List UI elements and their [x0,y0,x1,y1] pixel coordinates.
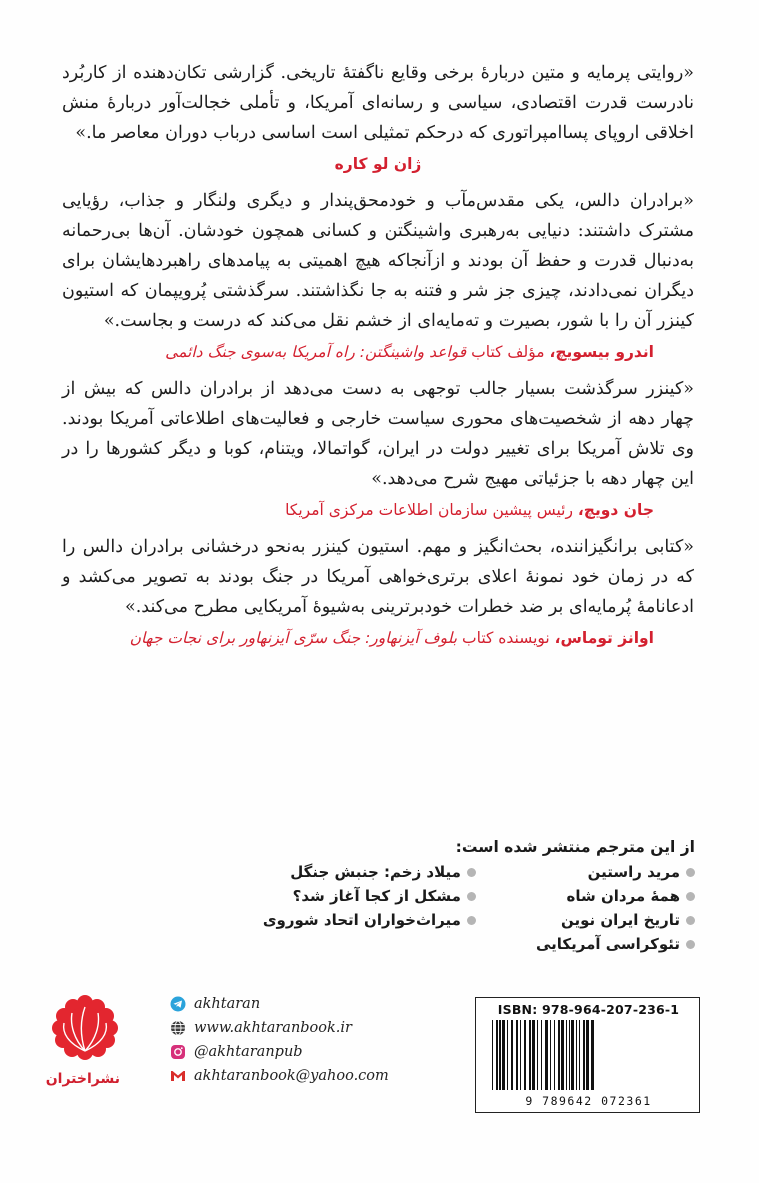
barcode-bar [571,1020,574,1090]
bullet-dot-icon [467,892,476,901]
blurb-role-3: رئیس پیشین سازمان اطلاعات مرکزی آمریکا [285,501,578,519]
contact-telegram [170,992,430,1016]
contact-text: akhtaran [194,996,261,1012]
barcode-bar [583,1020,585,1090]
telegram-icon [170,996,186,1012]
list-item [263,862,476,883]
barcode-bar [502,1020,505,1090]
barcode-bar [537,1020,538,1090]
bullet-dot-icon [686,916,695,925]
list-item [536,910,695,931]
blurb-quote-4: «کتابی برانگیزاننده، بحث‌انگیز و مهم. استیون کینزر به‌نحو درخشانی برادران دالس را که در زمان خود نمونهٔ اعلای برتری‌خواهی آمریکا در جنگ بودند به تصویر می‌کشد و ادعانامهٔ پُرمایه‌ای بر ضد خطرات خودبرترینی به‌شیوهٔ آمریکایی مطرح می‌کند.» [62,537,694,617]
barcode-bar [561,1020,564,1090]
list-item [263,886,476,907]
blurb-author-3: جان دویچ، [577,501,654,519]
blurb-role-2: مؤلف کتاب [466,343,550,361]
barcode-bar [532,1020,535,1090]
blurb-book-2: قواعد واشینگتن: راه آمریکا به‌سوی جنگ دائمی [165,343,467,361]
list-item [263,910,476,931]
publisher-contacts [170,992,430,1088]
barcode-bar [507,1020,508,1090]
barcode-bar [576,1020,577,1090]
blurb-attribution-1 [62,152,694,176]
book-title: میلاد زخم: جنبش جنگل [290,863,461,881]
barcode-number: 9 789642 072361 [525,1094,652,1108]
book-title: تاریخ ایران نوین [560,911,680,929]
bullet-dot-icon [467,868,476,877]
blurb-book-4: بلوف آیزنهاور: جنگ سرّی آیزنهاور برای نجات جهان [129,629,458,647]
flower-logo-icon [50,985,120,1071]
blurb-quote-2: «برادران دالس، یکی مقدس‌مآب و خودمحق‌پندار و دیگری ولنگار و جذاب، رؤیایی مشترک داشتند: دنیایی به‌رهبری واشینگتن و کسانی همچون خودشان. آن‌ها بی‌رحمانه به‌دنبال قدرت و حفظ آن بودند و ازآنجاکه هیچ اهمیتی به پیامدهای راهبردهایشان برای دیگران نمی‌دادند، چیزی جز شر و فتنه به جا نگذاشتند. سرگذشتی پُرویپمان که استیون کینزر آن را با شور، بصیرت و ته‌مایه‌ای از خشم نقل می‌کند که درست و بجاست.» [62,191,694,331]
barcode-bar [524,1020,526,1090]
blurb-attribution-2 [62,340,654,364]
list-item [536,862,695,883]
blurb-attribution-3 [62,498,654,522]
barcode-bar [499,1020,501,1090]
translator-titles-heading: از این مترجم منتشر شده است: [455,838,695,856]
bullet-dot-icon [467,916,476,925]
email-icon [170,1068,186,1084]
book-title: همهٔ مردان شاه [566,887,680,905]
barcode-bar [492,1020,493,1090]
titles-right-column [536,862,695,955]
barcode-bar [558,1020,560,1090]
contact-instagram [170,1040,430,1064]
barcode-bar [550,1020,551,1090]
publisher-logo [45,985,120,1089]
titles-grid [262,862,695,955]
blurb-quote-1: «روایتی پرمایه و متین دربارهٔ برخی وقایع ناگفتهٔ تاریخی. گزارشی تکان‌دهنده از کاربُرد نادرست قدرت اقتصادی، سیاسی و رسانه‌ای آمریکا، و تأملی خجالت‌آور دربارهٔ منش اخلاقی اروپای پسا‌امپراتوری که درحکم تمثیلی است اساسی درباب دوران معاصر ما.» [62,63,694,143]
bullet-dot-icon [686,868,695,877]
isbn-label: ISBN: 978-964-207-236-1 [497,1002,680,1017]
barcode-bar [516,1020,518,1090]
blurb-role-4: نویسنده کتاب [457,629,555,647]
blurbs-section [62,58,694,660]
list-item [536,934,695,955]
book-title: تئوکراسی آمریکایی [535,935,680,953]
barcode-bar [545,1020,548,1090]
book-title: مرید راستین [587,863,680,881]
barcode-bar [529,1020,531,1090]
book-title: مشکل از کجا آغاز شد؟ [292,887,461,905]
barcode-bar [591,1020,594,1090]
contact-text: @akhtaranpub [194,1044,303,1060]
blurb-quote-3: «کینزر سرگذشت بسیار جالب توجهی به دست می‌دهد از برادران دالس که بیش از چهار دهه از شخصیت‌های محوری سیاست خارجی و فعالیت‌های اطلاعاتی آمریکا بودند. وی تلاش آمریکا برای تغییر دولت در ایران، گواتمالا، ویتنام، کوبا و دیگر کشورها را در این چهار دهه با جزئیاتی مهیج شرح می‌دهد.» [62,379,694,489]
blurb-author-1: ژان لو کاره [334,155,422,173]
publisher-name: نشراختران [45,1071,120,1087]
blurb-author-4: اوانز توماس، [554,629,654,647]
contact-website [170,1016,430,1040]
barcode-bar [569,1020,570,1090]
barcode-bar [496,1020,498,1090]
contact-email [170,1064,430,1088]
bullet-dot-icon [686,892,695,901]
barcode-bar [586,1020,589,1090]
book-title: میراث‌خواران اتحاد شوروی [262,911,461,929]
barcode-bars [488,1020,688,1094]
instagram-icon [170,1044,186,1060]
blurb-author-2: اندرو بیسویچ، [549,343,654,361]
contact-text: akhtaranbook@yahoo.com [194,1068,389,1084]
barcode-bar [566,1020,567,1090]
barcode-bar [511,1020,513,1090]
barcode-bar [554,1020,555,1090]
barcode-bar [579,1020,580,1090]
bullet-dot-icon [686,940,695,949]
titles-left-column [263,862,476,955]
globe-icon [170,1020,186,1036]
contact-text: www.akhtaranbook.ir [194,1020,352,1036]
translator-titles [262,838,695,955]
isbn-barcode [475,997,700,1113]
barcode-bar [541,1020,542,1090]
list-item [536,886,695,907]
barcode-bar [520,1020,521,1090]
blurb-attribution-4 [62,626,654,650]
